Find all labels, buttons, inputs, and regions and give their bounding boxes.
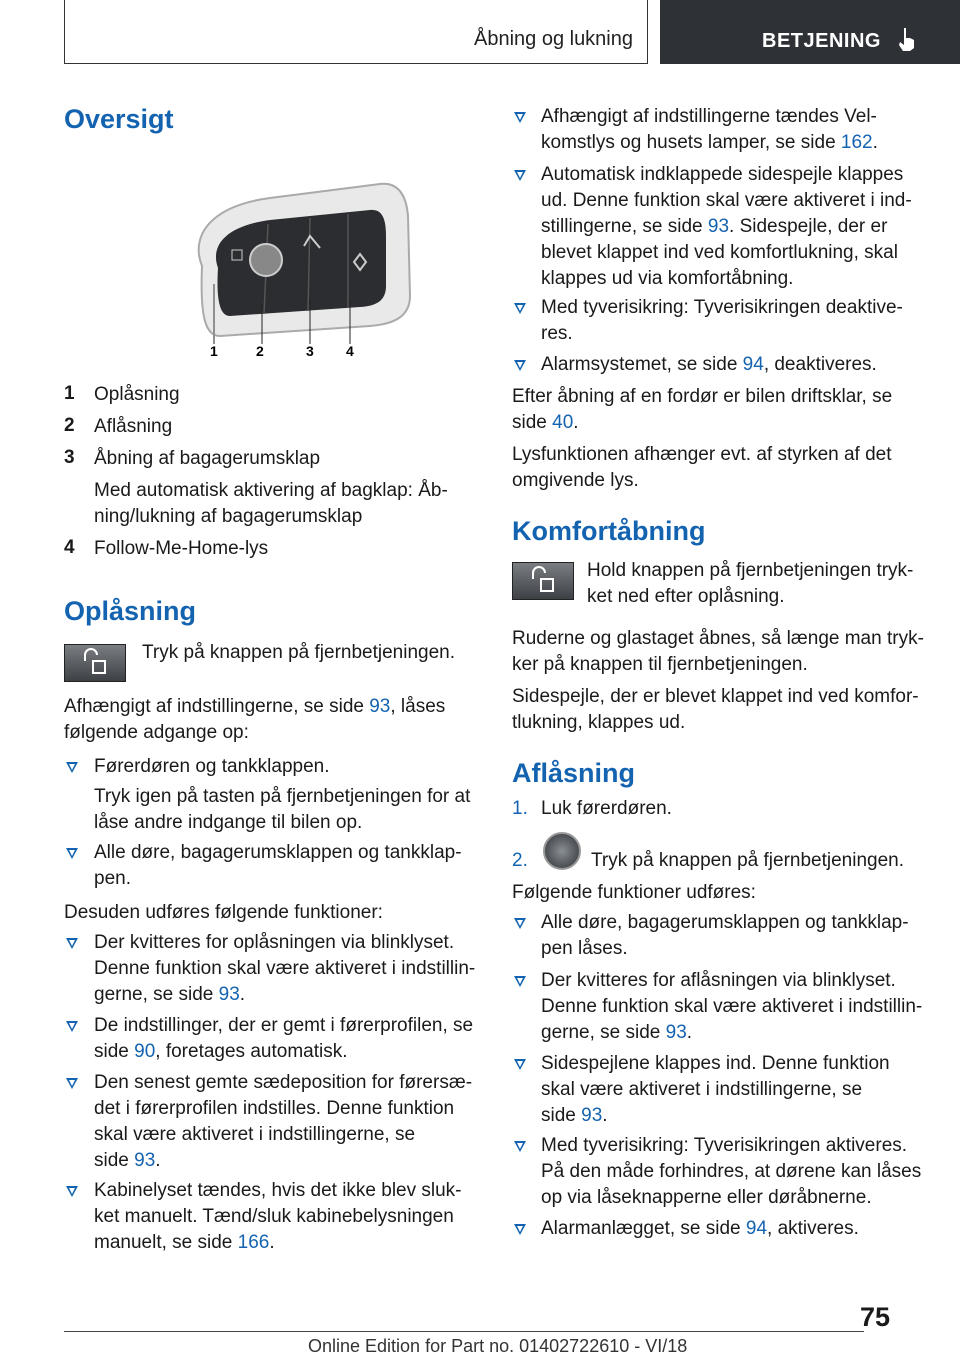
- bullet-icon: [514, 112, 526, 123]
- page-link[interactable]: 162: [840, 132, 873, 153]
- header-section: [64, 0, 648, 64]
- bullet-icon: [66, 1186, 78, 1197]
- page-link[interactable]: 93: [369, 696, 391, 717]
- step-text: Tryk på knappen på fjernbetjeningen.: [591, 850, 905, 871]
- bullet-text: komstlys og husets lamper, se side 162.: [541, 132, 878, 153]
- figure-label: 3: [306, 343, 314, 359]
- bullet-text: op via låseknapperne eller døråbnerne.: [541, 1187, 872, 1208]
- step-number: 1.: [512, 798, 528, 819]
- key-fob-illustration: [180, 176, 420, 366]
- bullet-text: Den senest gemte sædeposition for førersæ-: [94, 1072, 473, 1093]
- page-link[interactable]: 94: [742, 354, 764, 375]
- bullet-text: Alle døre, bagagerumsklappen og tankklap-: [541, 912, 909, 933]
- page-link[interactable]: 40: [552, 412, 574, 433]
- bullet-icon: [66, 762, 78, 773]
- bullet-text: Der kvitteres for oplåsningen via blinklyset.: [94, 932, 455, 953]
- bullet-icon: [66, 848, 78, 859]
- bullet-text: Denne funktion skal være aktiveret i indstillin-: [541, 996, 923, 1017]
- bullet-icon: [66, 1021, 78, 1032]
- overview-heading: Oversigt: [64, 104, 174, 134]
- bullet-text: blevet klappet ind ved komfortlukning, skal: [541, 242, 898, 263]
- unlock-icon: [65, 645, 125, 681]
- header-chapter: [660, 0, 960, 64]
- bullet-text: Afhængigt af indstillingerne tændes Vel-: [541, 106, 877, 127]
- bmw-logo-icon: [543, 832, 581, 870]
- bullet-text: Alarmanlægget, se side 94, aktiveres.: [541, 1218, 859, 1239]
- list-number: 2: [64, 415, 75, 436]
- bullet-text: side 93.: [541, 1105, 608, 1126]
- paragraph: Følgende funktioner udføres:: [512, 882, 756, 903]
- bullet-text: Automatisk indklappede sidespejle klappes: [541, 164, 904, 185]
- figure-label: 2: [256, 343, 264, 359]
- bullet-text: Der kvitteres for aflåsningen via blinklyset.: [541, 970, 896, 991]
- page-link[interactable]: 93: [707, 216, 730, 237]
- hand-pointer-icon: [896, 26, 918, 52]
- bullet-text: skal være aktiveret i indstillingerne, se: [541, 1079, 863, 1100]
- chapter-title: BETJENING: [762, 30, 881, 52]
- bullet-icon: [514, 976, 526, 987]
- bullet-icon: [514, 1224, 526, 1235]
- list-number: 4: [64, 537, 75, 558]
- comfort-instruction: ket ned efter oplåsning.: [587, 586, 785, 607]
- comfort-heading: Komfortåbning: [512, 516, 706, 546]
- bullet-text: gerne, se side 93.: [541, 1022, 693, 1043]
- list-item: Oplåsning: [94, 384, 180, 405]
- bullet-text: ud. Denne funktion skal være aktiveret i ind-: [541, 190, 912, 211]
- list-item-detail: Med automatisk aktivering af bagklap: Åb-: [94, 480, 448, 501]
- comfort-instruction: Hold knappen på fjernbetjeningen tryk-: [587, 560, 914, 581]
- lock-heading: Aflåsning: [512, 758, 636, 788]
- unlock-icon: [513, 563, 573, 599]
- bullet-text: klappes ud via komfortåbning.: [541, 268, 794, 289]
- figure-label: 4: [346, 343, 354, 359]
- bullet-text: De indstillinger, der er gemt i førerprofilen, se: [94, 1015, 474, 1036]
- list-item: Åbning af bagagerumsklap: [94, 448, 321, 469]
- page-link[interactable]: 93: [134, 1150, 156, 1171]
- paragraph: side 40.: [512, 412, 579, 433]
- unlock-button-image: [512, 562, 574, 600]
- bullet-text: Sidespejlene klappes ind. Denne funktion: [541, 1053, 890, 1074]
- figure-label: 1: [210, 343, 218, 359]
- bullet-detail: Tryk igen på tasten på fjernbetjeningen for at: [94, 786, 471, 807]
- bullet-text: ket manuelt. Tænd/sluk kabinebelysningen: [94, 1206, 454, 1227]
- page-link[interactable]: 90: [134, 1041, 156, 1062]
- list-number: 1: [64, 383, 75, 404]
- bullet-icon: [514, 1059, 526, 1070]
- bullet-detail: låse andre indgange til bilen op.: [94, 812, 363, 833]
- paragraph: Desuden udføres følgende funktioner:: [64, 902, 383, 923]
- page-link[interactable]: 93: [665, 1022, 687, 1043]
- paragraph: omgivende lys.: [512, 470, 639, 491]
- list-item: Aflåsning: [94, 416, 173, 437]
- footer-divider: [64, 1331, 864, 1332]
- bullet-text: side 93.: [94, 1150, 161, 1171]
- paragraph: Afhængigt af indstillingerne, se side 93, låses: [64, 696, 446, 717]
- unlock-instruction: Tryk på knappen på fjernbetjeningen.: [142, 642, 456, 663]
- bullet-text: På den måde forhindres, at dørene kan låses: [541, 1161, 922, 1182]
- paragraph: Lysfunktionen afhænger evt. af styrken af det: [512, 444, 892, 465]
- list-number: 3: [64, 447, 75, 468]
- bullet-text: Alarmsystemet, se side 94, deaktiveres.: [541, 354, 877, 375]
- bullet-icon: [514, 918, 526, 929]
- bullet-text: det i førerprofilen indstilles. Denne funktion: [94, 1098, 455, 1119]
- paragraph: tlukning, klappes ud.: [512, 712, 686, 733]
- step-text: Luk førerdøren.: [541, 798, 672, 819]
- paragraph: ker på knappen til fjernbetjeningen.: [512, 654, 808, 675]
- bullet-text: Med tyverisikring: Tyverisikringen aktiveres.: [541, 1135, 908, 1156]
- bullet-text: Førerdøren og tankklappen.: [94, 756, 330, 777]
- page-link[interactable]: 93: [218, 984, 240, 1005]
- bullet-text: Med tyverisikring: Tyverisikringen deaktive-: [541, 297, 903, 318]
- bullet-icon: [66, 938, 78, 949]
- bullet-text: Kabinelyset tændes, hvis det ikke blev sluk-: [94, 1180, 462, 1201]
- bullet-text: Denne funktion skal være aktiveret i indstillin-: [94, 958, 476, 979]
- list-item-detail: ning/lukning af bagagerumsklap: [94, 506, 363, 527]
- page-link[interactable]: 94: [745, 1218, 768, 1239]
- paragraph: Sidespejle, der er blevet klappet ind ved komfor-: [512, 686, 919, 707]
- paragraph: følgende adgange op:: [64, 722, 249, 743]
- page-link[interactable]: 93: [581, 1105, 603, 1126]
- unlock-button-image: [64, 644, 126, 682]
- bullet-text: gerne, se side 93.: [94, 984, 246, 1005]
- bullet-text: pen.: [94, 868, 131, 889]
- bullet-text: pen låses.: [541, 938, 628, 959]
- bullet-icon: [514, 1141, 526, 1152]
- bullet-text: skal være aktiveret i indstillingerne, se: [94, 1124, 416, 1145]
- bullet-icon: [514, 170, 526, 181]
- unlock-heading: Oplåsning: [64, 596, 197, 626]
- step-number: 2.: [512, 850, 528, 871]
- bullet-icon: [514, 360, 526, 371]
- footer-edition: Online Edition for Part no. 01402722610 - VI/18: [308, 1336, 688, 1356]
- page-number: 75: [860, 1302, 891, 1332]
- bullet-text: manuelt, se side 166.: [94, 1232, 275, 1253]
- bullet-text: res.: [541, 323, 573, 344]
- bullet-text: side 90, foretages automatisk.: [94, 1041, 348, 1062]
- bullet-text: stillingerne, se side 93. Sidespejle, der er: [541, 216, 888, 237]
- bullet-text: Alle døre, bagagerumsklappen og tankklap-: [94, 842, 462, 863]
- bullet-icon: [66, 1078, 78, 1089]
- list-item: Follow-Me-Home-lys: [94, 538, 269, 559]
- bullet-icon: [514, 303, 526, 314]
- paragraph: Efter åbning af en fordør er bilen driftsklar, se: [512, 386, 893, 407]
- section-title: Åbning og lukning: [473, 28, 633, 50]
- paragraph: Ruderne og glastaget åbnes, så længe man tryk-: [512, 628, 924, 649]
- page-link[interactable]: 166: [237, 1232, 270, 1253]
